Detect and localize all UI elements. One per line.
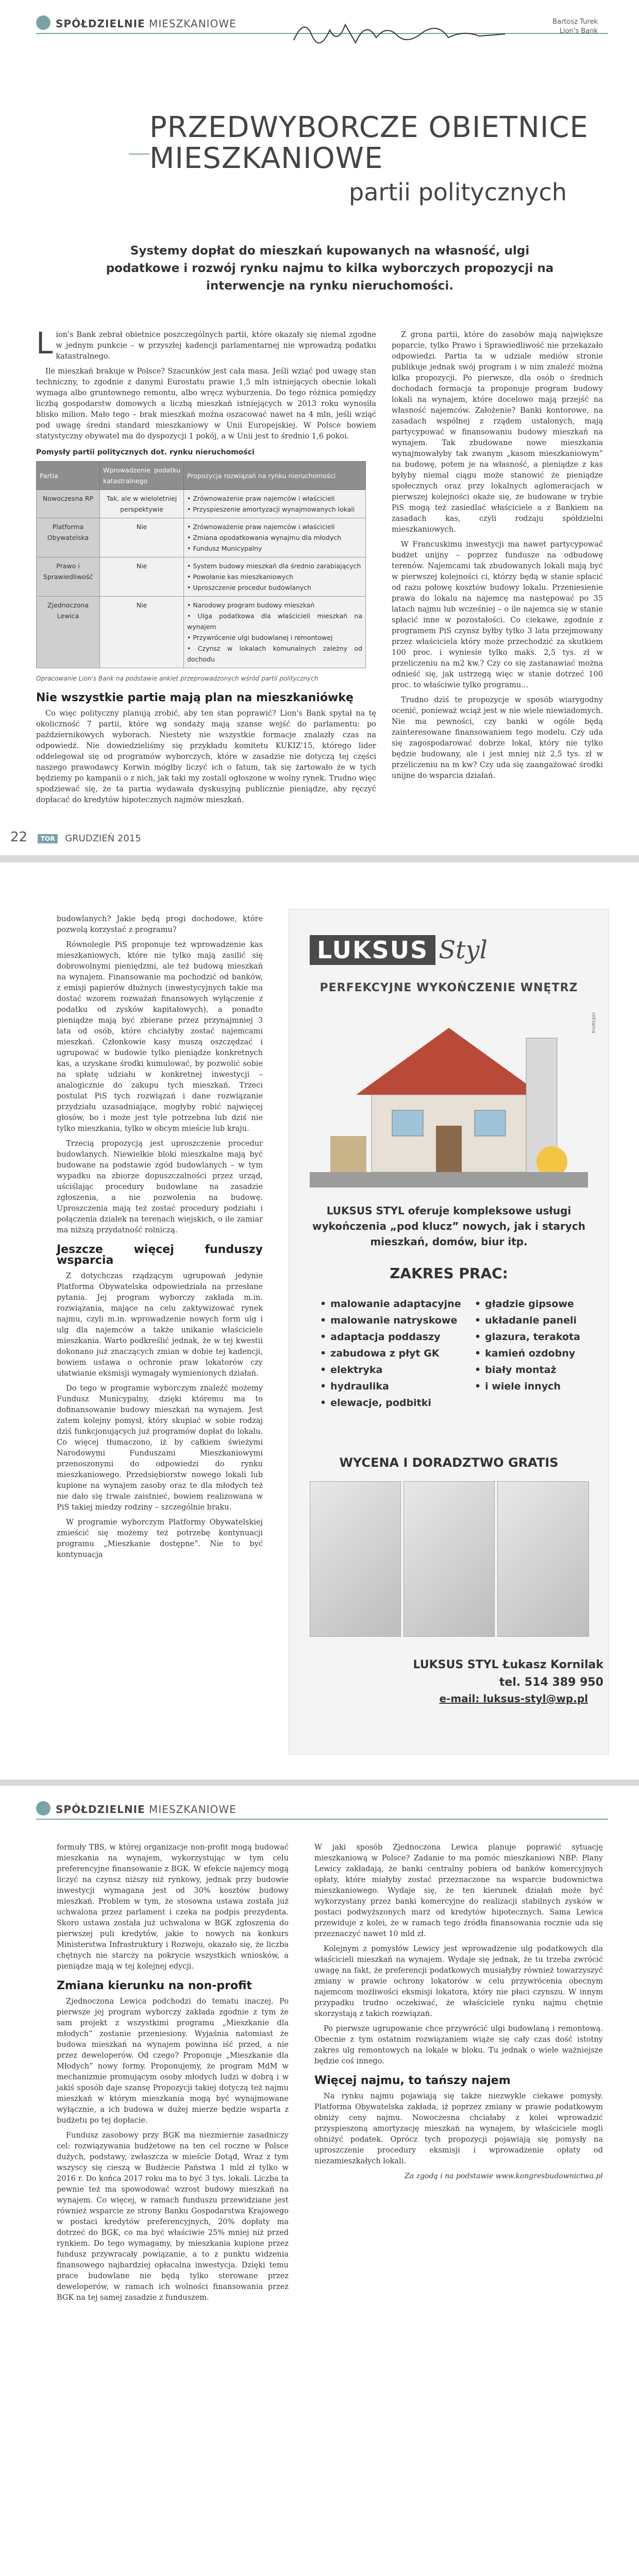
section-header: SPÓŁDZIELNIE MIESZKANIOWE [56, 1803, 237, 1816]
paragraph: Na rynku najmu pojawiają się także niezwykle ciekawe pomysły. Platforma Obywatelska zakłada, iż poprzez zmiany w prawie podatkowym obniży ceny najmu. Nowoczesna chciałaby z kolei wprowadzić przyspieszoną amortyzację mieszkań na wynajem, by właściciele mogli obniżyć podatek. Oprócz tych propozycji pojawiają się pomysły na uproszczenie procedury eksmisji i wprowadzenie opłaty od niezamieszkałych lokali. [314, 2092, 603, 2165]
paragraph: Z dotychczas rządzącym ugrupowań jedynie Platforma Obywatelska odpowiedziała na przesłane pytania. Jej program wyborczy zakłada m.in. rozwiązania, mające na celu zaktywizować rynek najmu, czyli m.in. wprowadzenie nowych form ulg i ulg dla najemców a także unikanie właściciele mieszkania. Warto podkreślić jednak, że w tej kwestii dokonano już znaczących zmian w dobie tej kadencji, bowiem ustawa o ochronie praw lokatorów czy ułatwianie eksmisji wymagały wymienionych działań. [57, 1272, 263, 1378]
list-item: • hydraulika [320, 1378, 461, 1395]
paragraph: formuły TBS, w której organizacje non-profit mogą budować mieszkania na wynajem, wykorzystując w tym celu preferencyjne finansowanie z BGK. W efekcie najemcy mogą liczyć na czynsz niższy niż rynkowy, jednak przy budowie inwestycji wymagana jest od 30% kosztów budowy mieszkań. Problem w tym, że stosowna ustawa została już uchwalona przez parlament i czeka na podpis prezydenta. Skoro ustawa została już uchwalona w BGK zgłoszenia do pierwszej puli kredytów, jakie to nowych na konkurs Ministerstwa Infrastruktury i Rozwoju, okazało się, że liczba chętnych nie starczy na pokrycie wszystkich wniosków, a pieniądze mają w tej kolejnej edycji. [57, 1843, 289, 1971]
list-item: • i wiele innych [475, 1378, 580, 1395]
title-main: PRZEDWYBORCZE OBIETNICE MIESZKANIOWE [149, 111, 588, 175]
company-name: LUKSUS STYL Łukasz Kornilak [413, 1658, 603, 1671]
table-caption: Pomysły partii politycznych dot. rynku nieruchomości [36, 448, 255, 456]
author-name: Bartosz Turek [552, 18, 598, 26]
dropcap: L [36, 326, 53, 361]
list-item: • glazura, terakota [475, 1329, 580, 1345]
column-right [314, 1842, 603, 2182]
company-phone: tel. 514 389 950 [499, 1676, 603, 1689]
table-row: Zjednoczona Lewica Nie • Narodowy program budowy mieszkań • Ulga podatkowa dla właścicieli mieszkań na wynajem • Przywrócenie ulgi budowlanej i remontowej • Czynsz w lokalach komunalnych zależny od dochodu [37, 597, 366, 668]
paragraph: Co więc polityczny planują zrobić, aby ten stan poprawić? Lion's Bank spytał na tę okoliczność 7 partii, które wg sondaży mają szanse wejść do parlamentu: po październikowych wyborach. Niestety nie wszystkie formacje znalazły czas na odpowiedź. Nie dowiedzieliśmy się przykładu komitetu KUKIZ'15, którego lider oddelegował się od programów wyborczych, które w zasadzie nie dotyczą tej części naszego prawodawcy Korwin mógłby liczyć ich o fatum, tak się żartowało że w tych będziemy po kampanii o z nich, jak taki my zostali ogłoszone w wolny rynek. Trudno więc spodziewać się, że ta partia wydawała dyskusyjną publicznie pieniądze, aby ręczyć dopłacać do kredytów hipotecznych najmów mieszkań. [36, 709, 376, 804]
column-left: Lion's Bank zebrał obietnice poszczególnych partii, które okazały się niemal zgodne w jednym punkcie – w przyszłej kadencji parlamentarnej nie wprowadzą podatku katastralnego. Ile mieszkań brakuje w Polsce? Szacunków jest cała masa. Jeśli wziąć pod uwagę stan techniczny, to zgodnie z danymi Eurostatu prawie 1,5 mln istniejących obecnie lokali wymaga albo gruntownego remontu, albo wręcz wyburzenia. Do tego różnica pomiędzy liczbą gospodarstw domowych a liczbą mieszkań istniejących w 2013 roku wynosiła blisko milion. Mało tego – brak mieszkań można oszacować nawet na 4 mln, jeśli wziąć pod uwagę średni standard mieszkaniowy w Unii Europejskiej. W Polsce bowiem statystyczny obywatel ma do dyspozycji 1 pokój, a w Unii jest to średnio 1,6 pokoi. Pomysły partii politycznych dot. rynku nieruchomości Partia Wprowadzenie podatku katastralnego Propozycja rozwiązań na rynku nieruchomości Nowoczesna RP Tak, ale w wieloletniej perspektywie • Zrównoważenie praw najemców i właścicieli • Przyspieszenie amortyzacji wynajmowanych lokali Platforma Obywatelska Nie • Zrównoważenie praw najemców i właścicieli • Zmiana opodatkowania wynajmu dla młodych • Fundusz Municypalny Prawo i Sprawiedliwość Nie • System budowy mieszkań dla średnio zarabiających • Powołanie kas mieszkaniowych • Uproszczenie procedur budowlanych Zjednoczona Lewica Nie • Narodowy program budowy mieszkań • Ulga podatkowa dla właścicieli mieszkań na wynajem • Przywrócenie ulgi budowlanej i remontowej • Czynsz w lokalach komunalnych zależny od dochodu Opracowanie Lion's Bank na podstawie ankiet przeprowadzonych wśród partii politycznych Nie wszystkie partie mają plan na mieszkaniówkę Co więc polityczny planują zrobić, aby ten stan poprawić? Lion's Bank spytał na tę okoliczność 7 partii, które wg sondaży mają szanse wejść do parlamentu: po październikowych wyborach. Niestety nie wszystkie formacje znalazły czas na odpowiedź. Nie dowiedzieliśmy się przykładu komitetu KUKIZ'15, którego lider oddelegował się od programów wyborczych, które w zasadzie nie dotyczą tej części naszego prawodawcy Korwin mógłby liczyć ich o fatum, tak się żartowało że w tych będziemy po kampanii o z nich, jak taki my zostali ogłoszone w wolny rynek. Trudno więc spodziewać się, że ta partia wydawała dyskusyjną publicznie pieniądze, aby ręczyć dopłacać do kredytów hipotecznych najmów mieszkań. [36, 330, 376, 810]
ad-services-right [475, 1296, 580, 1395]
magazine-page-22 [0, 0, 639, 855]
paragraph: W programie wyborczym Platformy Obywatelskiej zmieścić się możemy też potrzebę kontynuacji programu „Mieszkanie dostępne”. Nie to być kontynuacja [57, 1518, 263, 1559]
table-row: Nowoczesna RP Tak, ale w wieloletniej perspektywie • Zrównoważenie praw najemców i właścicieli • Przyspieszenie amortyzacji wynajmowanych lokali [37, 490, 366, 518]
list-item: • układanie paneli [475, 1312, 580, 1329]
ad-label: reklama [591, 1012, 596, 1033]
title-sub: partii politycznych [349, 178, 567, 206]
issue-date: GRUDZIEŃ 2015 [65, 833, 141, 844]
subheading: Zmiana kierunku na non-profit [57, 1979, 252, 1992]
ad-scope-title: ZAKRES PRAC: [390, 1265, 508, 1282]
house-illustration-icon [310, 1007, 588, 1188]
column-left [57, 1842, 289, 2308]
ad-tagline: PERFEKCYJNE WYKOŃCZENIE WNĘTRZ [320, 981, 578, 994]
paragraph: W Francuskimu inwestycji ma nawet partycypować budżet unijny – poprzez fundusze na odbudowę terenów. Najemcami tak zbudowanych lokali mają być w pierwszej kolejności ci, którzy będą w stanie spłacić od razu połowę kosztów budowy lokalu. Przeniesienie prawa do lokalu na najemcę ma następować po 35 latach najmu lub wcześniej – o ile najemca się w stanie spłacić inne w pozostałości. Co ciekawe, zgodnie z programem PiS czynsz byłby tylko 3 lata przejmowany przez właściciela który może przechodzić za skutkiem 100 proc. i wyniesie tylko maks. 2,5 tys. zł w przeliczeniu na m2 kw.? Czy co się zastanawiać można odnieść się, jak ustrzegą więc w stanie dotrzeć 100 proc. to właściwie tylko programu... [392, 540, 603, 689]
paragraph: Trzecią propozycją jest uproszczenie procedur budowlanych. Niewielkie bloki mieszkalne mają być budowane na podstawie zgód budowlanych – w tym wypadku na zbiorze dopuszczalności przez urząd, uściślając procedury budowlane na zasadzie zgłoszenia, a nie pozwolenia na budowę. Uproszczenia mają też zostać procedury podziału i połączenia działek na terenach wiejskich, o ile zamiar ma niższą przydatność rolniczą. [57, 1140, 263, 1234]
paragraph: Z grona partii, które do zasobów mają największe poparcie, tylko Prawo i Sprawiedliwość nie przekazało odpowiedzi. Partia ta w udziale mediów stronie publikuje jednak swój program i w nim znaleźć można kilka propozycji. Po pierwsze, dla osób o średnich dochodach formacja ta proponuje program budowy lokali na wynajem, które docelowo mają przejść na własność najemców. Założenie? Banki kontorowe, na zasadach wspólnej z rządem ustalonych, mają partycypować w finansowaniu budowy mieszkań na wynajem. Tak zbudowane nowe mieszkania wynajmowałyby tak zwanym „kasom mieszkaniowym” na budowę, potem je na własność, a pieniądze z kas byłyby niemal ciągu może stanowić że pieniądze społecznych oraz przy lokalnych aglomeracjach w pierwszej kolejności okaże się, że budowane w trybie PiS mogą też zasiedlać właściciele a z Bankiem na zasadach kas, czyli rodzaju spółdzielni mieszkaniowych. [392, 331, 603, 534]
magazine-page-23 [0, 862, 639, 1780]
list-item: • gładzie gipsowe [475, 1296, 580, 1312]
interior-photo [310, 1481, 401, 1637]
list-item: • zabudowa z płyt GK [320, 1345, 461, 1362]
paragraph: Fundusz zasobowy przy BGK ma niezmiernie zasadniczy cel: rozwiązywania budżetowe na ten cel roczne w Polsce dużych, podstawy, zwłaszcza w mieście Dotąd, Wraz z tym wszyscy się cieszą w Budżecie Państwa 1 mld zł tylko w 2016 r. Do końca 2017 roku ma to być 3 tys. lokali. Liczba ta pewnie też ma spowodować wzrost budowy mieszkań na wynajem. Co więcej, w ramach funduszu przewidziane jest również wsparcie ze strony Banku Gospodarstwa Krajowego w postaci kredytów preferencyjnych, 20% dopłaty ma dotrzeć do BGK, co ma być właściwie 25% mniej niż przed rynkiem. Do tego wymagamy, by mieszkania kupione przez fundusz przywracały powiązanie, a to z punktu widzenia finansowego najbardziej opłacalna inwestycja. Dzięki temu prace budowlane nie będą tylko sterowane przez deweloperów, w ramach ich wolności finansowania przez BGK na tej samej zasadzie z funduszem. [57, 2131, 289, 2302]
article-lead: Systemy dopłat do mieszkań kupowanych na własność, ulgi podatkowe i rozwój rynku najmu to kilka wyborczych propozycji na interwencje na rynku nieruchomości. [106, 244, 554, 293]
article-title [149, 112, 603, 206]
page-footer [10, 829, 141, 845]
ad-logo: LUKSUS Styl [310, 935, 588, 966]
table-row: Prawo i Sprawiedliwość Nie • System budowy mieszkań dla średnio zarabiających • Powołanie kas mieszkaniowych • Uproszczenie procedur budowlanych [37, 557, 366, 597]
ad-offer: LUKSUS STYL oferuje kompleksowe usługi wykończenia „pod klucz” nowych, jak i starych mieszkań, domów, biur itp. [312, 1205, 585, 1248]
column-left [57, 914, 263, 1565]
paragraph: Po pierwsze ugrupowanie chce przywrócić ulgi budowlaną i remontową. Obecnie z tym ostatnim rozwiązaniem wiąże się cały czas dość istotny zakres ulg remontowych na lokale w bloku. Tu jednak o wiele ważniejsze będzie coś innego. [314, 2025, 603, 2065]
paragraph: Zjednoczona Lewica podchodzi do tematu inaczej. Po pierwsze jej program wyborczy zakłada zgodnie z tym że sam projekt z wszystkimi programu „Mieszkanie dla młodych” zostanie przeniesiony. Wyjaśnia natomiast że budowa mieszkań na wynajem powinna iść przed, a nie przez deweloperów. Od czego? Proponuje „Mieszkanie dla Młodych” nowy formy. Proponujemy, że program MdM w mechanizmie promującym osoby młodych ludzi w dobrą i w jakiś sposób daje szansę Propozycji takiej dotyczą też najmu mieszkań w którym mieszkania mogą być wynajmowane wyłącznie, a ich budowa w dużej mierze będzie wsparta z budżetu po tej dopłacie. [57, 1997, 289, 2125]
author-signature-icon [289, 14, 510, 50]
article-source: Za zgodą i na podstawie www.kongresbudownictwa.pl [405, 2172, 603, 2180]
paragraph: Kolejnym z pomysłów Lewicy jest wprowadzenie ulg podatkowych dla właścicieli mieszkań na wynajem. Wydaje się jednak, że tu trzeba zwrócić uwagę na fakt, że preferencji podatkowych musiałyby również towarzyszyć zmiany w prawie ochrony lokatorów w celu przywrócenia obecnym najemcom możliwości eksmisji lokatora, który nie płaci czynszu. W innym przypadku trudno oczekiwać, że właściciele rynku najmu chętnie skorzystają z takich rozwiązań. [314, 1945, 603, 2018]
ad-company [408, 1656, 619, 1691]
ad-services-left [320, 1296, 461, 1411]
paragraph: Do tego w programie wyborczym znaleźć możemy Fundusz Municypalny, dzięki któremu ma to dofinansowanie budowy mieszkań na wynajem. Jest zatem kolejny pomysł, który skupiać w sobie rodzaj dziś funkcjonujących już programów dopłat do lokalu. Co więcej tłumaczono, iż by całkiem świeżymi Narodowymi Funduszami Mieszkaniowymi przenoszonymi do odpowiedzi do rynku mieszkaniowego. Przedsiębiorstw nowego lokali lub kupione na wynajem zasoby oraz te dla młodych też nie dało się trwale zaistnieć, bowiem realizowana w PiS takiej miedzy rodziny – szczególnie braku. [57, 1384, 263, 1512]
list-item: • malowanie natryskowe [320, 1312, 461, 1329]
list-item: • biały montaż [475, 1362, 580, 1378]
table-header: Propozycja rozwiązań na rynku nieruchomości [184, 462, 366, 490]
party-proposals-table [36, 447, 366, 668]
interior-photo [497, 1481, 589, 1637]
magazine-page-24 [0, 1786, 639, 2576]
title-accent-rule [129, 154, 149, 155]
subheading: Nie wszystkie partie mają plan na mieszkaniówkę [36, 691, 354, 704]
paragraph: W jaki sposób Zjednoczona Lewica planuje poprawić sytuację mieszkaniową w Polsce? Zadanie to ma pomóc mieszkaniowi NBP: Plany Lewicy zakładają, że banki centralny pobiera od banków komercyjnych opłaty, które miałyby zostać przeznaczone na wsparcie budownictwa mieszkaniowego. Wydaje się, że ten kierunek działań może być wykorzystany przez banki komercyjne do realizacji stabilnych zysków w postaci podwyższonych marż od kredytów hipotecznych. Sama Lewica przewiduje z kolei, że w ramach tego źródła finansowania rocznie uda się przeznaczyć nawet 10 mld zł. [314, 1843, 603, 1938]
company-email-link[interactable]: e-mail: luksus-styl@wp.pl [439, 1692, 588, 1705]
magazine-brand: TOR [38, 834, 58, 843]
interior-photo [403, 1481, 495, 1637]
subheading: Więcej najmu, to tańszy najem [314, 2074, 511, 2087]
list-item: • malowanie adaptacyjne [320, 1296, 461, 1312]
list-item: • kamień ozdobny [475, 1345, 580, 1362]
list-item: • adaptacja poddaszy [320, 1329, 461, 1345]
paragraph: Ile mieszkań brakuje w Polsce? Szacunków jest cała masa. Jeśli wziąć pod uwagę stan techniczny, to zgodnie z danymi Eurostatu prawie 1,5 mln istniejących obecnie lokali wymaga albo gruntownego remontu, albo wręcz wyburzenia. Do tego różnica pomiędzy liczbą gospodarstw domowych a liczbą mieszkań istniejących w 2013 roku wynosiła blisko milion. Mało tego – brak mieszkań można oszacować nawet na 4 mln, jeśli wziąć pod uwagę średni standard mieszkaniowy w Unii Europejskiej. W Polsce bowiem statystyczny obywatel ma do dyspozycji 1 pokój, a w Unii jest to średnio 1,6 pokoi. [36, 367, 376, 440]
paragraph: Równolegle PiS proponuje też wprowadzenie kas mieszkaniowych, które nie tylko mają zasilić się dobrowolnymi pieniędzmi, ale też budową mieszkań na wynajem. Finansowanie ma pochodzić od banków, z emisji papierów dłużnych (inwestycyjnych takie ma dostać wzorem rozważań finansowych wyłączenie z podatku od zysków kapitałowych), a ponadto pieniądze mają być zbierane przez przynajmniej 3 lata od osób, które chciałyby zostać najemcami mieszkań. Członkowie kasy muszą oszczędzać i ugrupować w budowie tylko pieniądze konkretnych kas, a uzyskane środki kumulować, by pozwolić sobie na spłatę udziału w konkretnej inwestycji – analogicznie do zakupu tych mieszkań. Trzeci postulat PiS tych rozwiązań i dane rozwiązanie przydziału uzasadniające, mogłyby robić najwięcej głosów, bo i może jest tyle potrzebna lub dziś nie tylko mieszkania, tylko w obcym mieście lub kraju. [57, 941, 263, 1133]
table-row: Platforma Obywatelska Nie • Zrównoważenie praw najemców i właścicieli • Zmiana opodatkowania wynajmu dla młodych • Fundusz Municypalny [37, 518, 366, 557]
list-item: • elektryka [320, 1362, 461, 1378]
subheading: Jeszcze więcej funduszy wsparcia [57, 1243, 263, 1267]
luksus-styl-advertisement [289, 909, 609, 1755]
header-rule [36, 1819, 608, 1820]
paragraph: Trudno dziś te propozycje w sposób wiarygodny ocenić, ponieważ wciąż jest w nie wiele niewiadomych. Nie ma pewności, czy banki w ogóle będą zainteresowane finansowaniem tego modelu. Czy uda się zagospodarować dobrze lokal, który nie tylko będzie budowany, ale i jest mniej niż 2,5 tys. zł w przeliczeniu na m kw? Czy uda się zaangażować środki unijne do wsparcia działań. [392, 696, 603, 780]
list-item: • elewacje, podbitki [320, 1395, 461, 1411]
author-byline [552, 18, 598, 36]
table-header: Partia [37, 462, 100, 490]
author-org: Lion's Bank [559, 27, 598, 35]
ad-valuation: WYCENA I DORADZTWO GRATIS [339, 1455, 559, 1470]
table-source-note: Opracowanie Lion's Bank na podstawie ankiet przeprowadzonych wśród partii politycznych [36, 675, 318, 682]
section-header: SPÓŁDZIELNIE MIESZKANIOWE [56, 18, 237, 30]
column-right [392, 330, 603, 786]
table-header: Wprowadzenie podatku katastralnego [100, 462, 184, 490]
paragraph: budowlanych? Jakie będą progi dochodowe, które pozwolą korzystać z programu? [57, 915, 263, 934]
page-number: 22 [10, 829, 28, 845]
ad-photos [310, 1481, 588, 1636]
